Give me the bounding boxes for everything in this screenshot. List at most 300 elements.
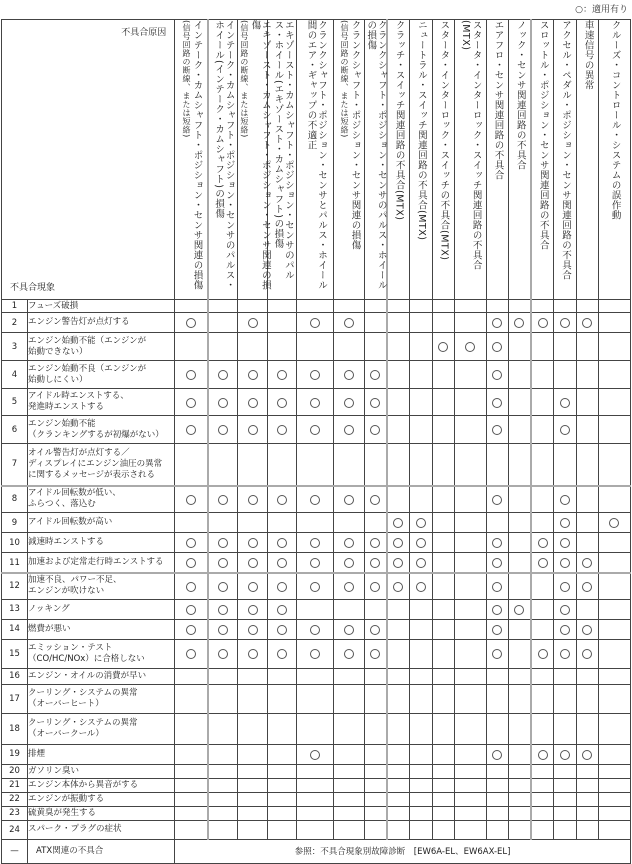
matrix-cell — [334, 713, 364, 744]
matrix-cell — [238, 389, 268, 416]
applicable-circle-icon — [186, 318, 196, 328]
symptom-label: 不具合現象 — [10, 283, 56, 293]
matrix-cell — [268, 361, 297, 389]
matrix-cell — [238, 744, 268, 764]
applicable-circle-icon — [560, 318, 570, 328]
header-row — [2, 20, 631, 300]
matrix-cell — [334, 300, 364, 313]
matrix-cell — [238, 713, 268, 744]
matrix-cell — [268, 333, 297, 361]
applicable-circle-icon — [370, 495, 380, 505]
matrix-cell — [175, 573, 208, 599]
matrix-cell — [387, 333, 409, 361]
row-number: 5 — [2, 389, 28, 416]
applicable-circle-icon — [248, 558, 258, 568]
matrix-cell — [486, 778, 508, 792]
matrix-cell — [208, 444, 238, 486]
row-number: 13 — [2, 599, 28, 619]
matrix-cell — [486, 599, 508, 619]
matrix-cell — [334, 599, 364, 619]
applicable-circle-icon — [582, 558, 592, 568]
matrix-cell — [531, 684, 553, 713]
matrix-cell — [486, 684, 508, 713]
matrix-cell — [364, 713, 387, 744]
matrix-cell — [553, 573, 576, 599]
applicable-circle-icon — [344, 425, 354, 435]
applicable-circle-icon — [609, 518, 619, 528]
matrix-cell — [508, 416, 531, 444]
matrix-cell — [409, 713, 432, 744]
applicable-circle-icon — [218, 495, 228, 505]
symptom-label: クーリング・システムの異常 （オーバークール） — [28, 713, 175, 744]
cause-column-label — [582, 20, 593, 90]
matrix-cell — [208, 820, 238, 839]
symptom-label: エンジン警告灯が点灯する — [28, 313, 175, 333]
applicable-circle-icon — [186, 625, 196, 635]
applicable-circle-icon — [344, 625, 354, 635]
matrix-cell — [387, 444, 409, 486]
cause-text: インテーク・カムシャフト・ポジション・センサのパルス・ホイール(インテーク・カムシャフト)の損傷 — [213, 20, 235, 290]
matrix-cell — [531, 744, 553, 764]
symptom-label: 硫黄臭が発生する — [28, 806, 175, 820]
matrix-cell — [387, 684, 409, 713]
matrix-cell — [387, 486, 409, 513]
matrix-cell — [409, 553, 432, 574]
matrix-cell — [238, 684, 268, 713]
matrix-cell — [598, 744, 630, 764]
matrix-cell — [364, 486, 387, 513]
matrix-cell — [553, 361, 576, 389]
row-number: 4 — [2, 361, 28, 389]
matrix-cell — [387, 300, 409, 313]
matrix-cell — [238, 333, 268, 361]
matrix-cell — [409, 792, 432, 806]
cause-column-label — [213, 20, 234, 299]
cause-column-header — [238, 20, 271, 300]
matrix-cell — [508, 764, 531, 778]
matrix-cell — [531, 513, 553, 533]
matrix-cell — [208, 639, 238, 668]
matrix-cell — [387, 416, 409, 444]
cause-text: エキゾースト・カムシャフト・ポジション・センサのパルス・ホイール(エキゾースト・カムシャフト)の損傷 — [272, 20, 294, 280]
matrix-cell — [508, 792, 531, 806]
applicable-circle-icon — [186, 370, 196, 380]
applicable-circle-icon — [560, 558, 570, 568]
applicable-circle-icon — [370, 538, 380, 548]
matrix-cell — [454, 639, 486, 668]
matrix-cell — [175, 764, 208, 778]
matrix-cell — [175, 389, 208, 416]
matrix-cell — [268, 639, 297, 668]
matrix-cell — [454, 764, 486, 778]
applicable-circle-icon — [218, 538, 228, 548]
matrix-cell — [432, 444, 454, 486]
matrix-cell — [454, 599, 486, 619]
cause-column-header — [454, 20, 486, 300]
matrix-cell — [208, 486, 238, 513]
matrix-cell — [576, 573, 598, 599]
cause-column-header — [598, 20, 630, 300]
matrix-cell — [531, 639, 553, 668]
matrix-cell — [598, 513, 630, 533]
applicable-circle-icon — [492, 370, 502, 380]
matrix-cell — [175, 486, 208, 513]
applicable-circle-icon — [218, 625, 228, 635]
matrix-cell — [508, 639, 531, 668]
matrix-cell — [432, 533, 454, 553]
matrix-cell — [454, 744, 486, 764]
matrix-cell — [486, 300, 508, 313]
applicable-circle-icon — [538, 750, 548, 760]
matrix-cell — [531, 713, 553, 744]
matrix-cell — [409, 744, 432, 764]
matrix-cell — [553, 389, 576, 416]
matrix-cell — [364, 599, 387, 619]
matrix-cell — [576, 553, 598, 574]
matrix-cell — [297, 389, 334, 416]
applicable-circle-icon — [492, 605, 502, 615]
applicable-circle-icon — [538, 649, 548, 659]
applicable-circle-icon — [393, 518, 403, 528]
applicable-circle-icon — [492, 582, 502, 592]
matrix-cell — [486, 513, 508, 533]
matrix-cell — [387, 764, 409, 778]
matrix-cell — [208, 744, 238, 764]
row-number: 18 — [2, 713, 28, 744]
symptom-label: 加速不良、パワー不足、 エンジンが吹けない — [28, 573, 175, 599]
applicable-circle-icon — [310, 649, 320, 659]
applicable-circle-icon — [514, 318, 524, 328]
symptom-label: エミッション・テスト （CO/HC/NOx）に合格しない — [28, 639, 175, 668]
matrix-cell — [175, 806, 208, 820]
row-number: 22 — [2, 792, 28, 806]
table-row — [2, 333, 631, 361]
cause-text: クランクシャフト・ポジション・センサのパルス・ホイールの損傷 — [365, 20, 387, 290]
matrix-cell — [598, 713, 630, 744]
applicable-circle-icon — [492, 318, 502, 328]
table-row — [2, 313, 631, 333]
matrix-cell — [238, 806, 268, 820]
matrix-cell — [553, 486, 576, 513]
matrix-cell — [364, 764, 387, 778]
symptom-label: エンジン・オイルの消費が早い — [28, 668, 175, 684]
applicable-circle-icon — [393, 538, 403, 548]
matrix-cell — [508, 361, 531, 389]
matrix-cell — [432, 599, 454, 619]
matrix-cell — [486, 553, 508, 574]
matrix-cell — [486, 668, 508, 684]
cause-column-header — [508, 20, 531, 300]
applicable-circle-icon — [310, 538, 320, 548]
matrix-cell — [432, 820, 454, 839]
matrix-cell — [297, 361, 334, 389]
matrix-cell — [576, 389, 598, 416]
matrix-cell — [409, 416, 432, 444]
applicable-circle-icon — [416, 518, 426, 528]
matrix-cell — [598, 820, 630, 839]
matrix-cell — [364, 513, 387, 533]
matrix-cell — [387, 361, 409, 389]
matrix-cell — [364, 668, 387, 684]
matrix-cell — [208, 792, 238, 806]
matrix-cell — [268, 513, 297, 533]
cause-text: スタータ・インターロック・スイッチ関連回路の不具合(MTX) — [460, 20, 482, 270]
matrix-cell — [175, 513, 208, 533]
matrix-cell — [576, 820, 598, 839]
matrix-cell — [486, 792, 508, 806]
matrix-cell — [486, 764, 508, 778]
matrix-cell — [486, 486, 508, 513]
matrix-cell — [238, 513, 268, 533]
matrix-cell — [268, 764, 297, 778]
matrix-cell — [297, 668, 334, 684]
matrix-cell — [432, 639, 454, 668]
matrix-cell — [364, 619, 387, 639]
applicable-circle-icon — [560, 425, 570, 435]
matrix-cell — [409, 444, 432, 486]
applicable-circle-icon — [277, 605, 287, 615]
matrix-cell — [531, 806, 553, 820]
table-row — [2, 619, 631, 639]
matrix-cell — [175, 416, 208, 444]
matrix-cell — [454, 792, 486, 806]
matrix-cell — [387, 599, 409, 619]
table-row — [2, 599, 631, 619]
applicable-circle-icon — [465, 342, 475, 352]
applicable-circle-icon — [277, 370, 287, 380]
matrix-cell — [598, 684, 630, 713]
matrix-cell — [268, 533, 297, 553]
table-row — [2, 713, 631, 744]
matrix-cell — [297, 300, 334, 313]
matrix-cell — [297, 533, 334, 553]
matrix-cell — [576, 300, 598, 313]
matrix-cell — [175, 333, 208, 361]
matrix-cell — [432, 361, 454, 389]
matrix-cell — [387, 619, 409, 639]
matrix-cell — [553, 778, 576, 792]
applicable-circle-icon — [248, 370, 258, 380]
row-number: 11 — [2, 553, 28, 574]
matrix-cell — [238, 553, 268, 574]
matrix-cell — [576, 333, 598, 361]
matrix-cell — [531, 333, 553, 361]
matrix-cell — [297, 444, 334, 486]
matrix-cell — [387, 778, 409, 792]
row-number: 2 — [2, 313, 28, 333]
matrix-cell — [238, 619, 268, 639]
matrix-cell — [576, 744, 598, 764]
matrix-cell — [175, 300, 208, 313]
applicable-circle-icon — [560, 538, 570, 548]
cause-text: スタータ・インターロック・スイッチの不具合(MTX) — [438, 20, 450, 261]
matrix-cell — [334, 684, 364, 713]
matrix-cell — [598, 639, 630, 668]
matrix-cell — [553, 820, 576, 839]
cause-text: 車速信号の異常 — [582, 20, 594, 90]
cause-text: スロットル・ポジション・センサ関連回路の不具合 — [537, 20, 549, 250]
matrix-cell — [531, 486, 553, 513]
matrix-cell — [432, 389, 454, 416]
matrix-cell — [175, 820, 208, 839]
applicable-circle-icon — [393, 558, 403, 568]
matrix-cell — [454, 333, 486, 361]
matrix-cell — [454, 300, 486, 313]
matrix-cell — [268, 553, 297, 574]
matrix-cell — [576, 792, 598, 806]
applicable-circle-icon — [560, 625, 570, 635]
matrix-cell — [364, 389, 387, 416]
matrix-cell — [531, 668, 553, 684]
symptom-label: アイドル回転数が低い、 ふらつく、落込む — [28, 486, 175, 513]
matrix-cell — [334, 792, 364, 806]
applicable-circle-icon — [218, 425, 228, 435]
matrix-cell — [268, 820, 297, 839]
matrix-cell — [238, 444, 268, 486]
matrix-cell — [175, 713, 208, 744]
applicable-circle-icon — [277, 558, 287, 568]
matrix-cell — [208, 778, 238, 792]
matrix-cell — [432, 416, 454, 444]
matrix-cell — [175, 361, 208, 389]
matrix-cell — [508, 619, 531, 639]
matrix-cell — [268, 573, 297, 599]
matrix-cell — [531, 778, 553, 792]
cause-column-header — [208, 20, 238, 300]
applicable-circle-icon — [492, 398, 502, 408]
matrix-cell — [576, 713, 598, 744]
matrix-cell — [387, 513, 409, 533]
matrix-cell — [409, 486, 432, 513]
cause-text: インテーク・カムシャフト・ポジション・センサ関連の損傷 — [191, 20, 203, 290]
matrix-cell — [454, 313, 486, 333]
matrix-cell — [175, 444, 208, 486]
matrix-cell — [208, 533, 238, 553]
matrix-cell — [553, 744, 576, 764]
matrix-cell — [297, 416, 334, 444]
matrix-cell — [432, 778, 454, 792]
applicable-circle-icon — [277, 649, 287, 659]
matrix-cell — [297, 744, 334, 764]
applicable-circle-icon — [560, 750, 570, 760]
matrix-cell — [576, 639, 598, 668]
matrix-cell — [432, 744, 454, 764]
row-number: 9 — [2, 513, 28, 533]
matrix-cell — [268, 668, 297, 684]
matrix-cell — [576, 533, 598, 553]
matrix-cell — [508, 744, 531, 764]
matrix-cell — [598, 599, 630, 619]
applicable-circle-icon — [492, 649, 502, 659]
matrix-cell — [268, 389, 297, 416]
cause-column-header — [387, 20, 409, 300]
row-number: 24 — [2, 820, 28, 839]
symptom-label: ノッキング — [28, 599, 175, 619]
matrix-cell — [454, 668, 486, 684]
matrix-cell — [409, 333, 432, 361]
applicable-circle-icon — [582, 625, 592, 635]
matrix-cell — [553, 668, 576, 684]
matrix-cell — [238, 599, 268, 619]
matrix-cell — [432, 486, 454, 513]
matrix-cell — [409, 513, 432, 533]
matrix-cell — [334, 744, 364, 764]
table-row — [2, 444, 631, 486]
matrix-cell — [297, 778, 334, 792]
cause-column-header — [576, 20, 598, 300]
matrix-cell — [486, 806, 508, 820]
matrix-cell — [432, 300, 454, 313]
matrix-cell — [334, 778, 364, 792]
matrix-cell — [409, 389, 432, 416]
matrix-cell — [531, 599, 553, 619]
cause-label: 不具合原因 — [121, 28, 167, 38]
row-number: 21 — [2, 778, 28, 792]
matrix-cell — [297, 513, 334, 533]
applicable-circle-icon — [370, 649, 380, 659]
symptom-label: 燃費が悪い — [28, 619, 175, 639]
matrix-cell — [364, 820, 387, 839]
symptom-label: スパーク・プラグの症状 — [28, 820, 175, 839]
cause-column-label — [609, 20, 620, 220]
matrix-cell — [486, 639, 508, 668]
table-row — [2, 533, 631, 553]
applicable-circle-icon — [218, 582, 228, 592]
matrix-cell — [508, 513, 531, 533]
applicable-circle-icon — [370, 558, 380, 568]
matrix-cell — [297, 313, 334, 333]
matrix-cell — [409, 806, 432, 820]
row-number: 20 — [2, 764, 28, 778]
matrix-cell — [553, 806, 576, 820]
applicable-circle-icon — [186, 582, 196, 592]
matrix-cell — [334, 313, 364, 333]
matrix-cell — [297, 333, 334, 361]
matrix-cell — [598, 553, 630, 574]
applicable-circle-icon — [248, 605, 258, 615]
matrix-cell — [454, 444, 486, 486]
matrix-cell — [553, 684, 576, 713]
matrix-cell — [576, 444, 598, 486]
applicable-circle-icon — [370, 398, 380, 408]
matrix-cell — [208, 599, 238, 619]
matrix-cell — [508, 820, 531, 839]
matrix-cell — [409, 533, 432, 553]
matrix-cell — [432, 333, 454, 361]
matrix-cell — [486, 389, 508, 416]
table-row — [2, 389, 631, 416]
applicable-circle-icon — [416, 558, 426, 568]
matrix-cell — [175, 668, 208, 684]
table-row — [2, 778, 631, 792]
table-row — [2, 764, 631, 778]
cause-text: ノック・センサ関連回路の不具合 — [514, 20, 526, 170]
matrix-cell — [432, 806, 454, 820]
matrix-cell — [297, 486, 334, 513]
matrix-cell — [553, 533, 576, 553]
cause-text: ニュートラル・スイッチ関連回路の不具合(MTX) — [415, 20, 427, 241]
applicable-circle-icon — [218, 605, 228, 615]
matrix-cell — [531, 300, 553, 313]
matrix-cell — [387, 573, 409, 599]
matrix-cell — [576, 486, 598, 513]
matrix-cell — [576, 619, 598, 639]
matrix-cell — [531, 619, 553, 639]
matrix-cell — [598, 806, 630, 820]
matrix-cell — [553, 764, 576, 778]
matrix-cell — [334, 533, 364, 553]
matrix-cell — [598, 361, 630, 389]
